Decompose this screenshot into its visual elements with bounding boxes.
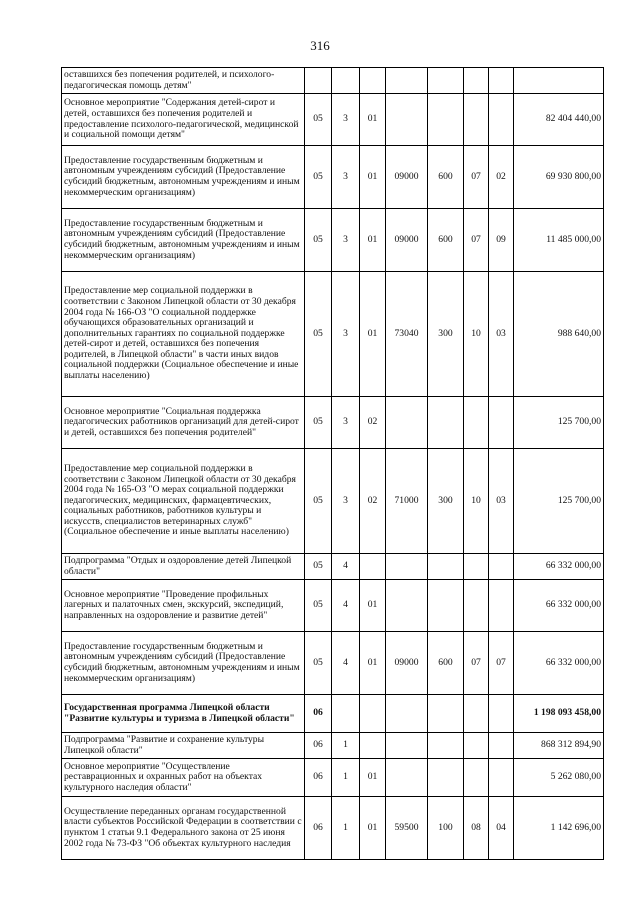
activity-code-cell: 01 — [360, 797, 386, 860]
row-name-cell: Предоставление государственным бюджетным и автономным учреждениям субсидий (Предоставление субсидий бюджетным, автономным учреждениям и иным некоммерческим организациям) — [62, 146, 305, 209]
budget-table — [61, 67, 604, 860]
table-row — [62, 797, 604, 860]
table-row — [62, 68, 604, 94]
amount-cell: 66 332 000,00 — [514, 554, 604, 580]
direction-code-cell: 59500 — [386, 797, 428, 860]
program-code-cell — [305, 68, 332, 94]
direction-code-cell — [386, 733, 428, 759]
section-cell — [464, 695, 489, 733]
program-code-cell: 06 — [305, 695, 332, 733]
activity-code-cell: 01 — [360, 580, 386, 632]
section-cell: 07 — [464, 632, 489, 695]
program-code-cell: 05 — [305, 449, 332, 554]
section-cell: 08 — [464, 797, 489, 860]
subprogram-code-cell: 3 — [332, 272, 360, 397]
activity-code-cell: 01 — [360, 94, 386, 146]
direction-code-cell — [386, 68, 428, 94]
subsection-cell: 02 — [489, 146, 514, 209]
amount-cell: 125 700,00 — [514, 449, 604, 554]
expense-type-cell — [428, 733, 464, 759]
row-name-cell: Предоставление мер социальной поддержки в соответствии с Законом Липецкой области от 30 декабря 2004 года № 166-ОЗ "О социальной поддержке обучающихся образовательных организаций и дополнительных гарантиях по социальной поддержке детей-сирот и детей, оставшихся без попечения родителей, в Липецкой области" в части иных видов социальной поддержки (Социальное обеспечение и иные выплаты населению) — [62, 272, 305, 397]
subprogram-code-cell: 3 — [332, 94, 360, 146]
activity-code-cell — [360, 695, 386, 733]
amount-cell: 69 930 800,00 — [514, 146, 604, 209]
direction-code-cell — [386, 695, 428, 733]
section-cell — [464, 397, 489, 449]
section-cell: 07 — [464, 146, 489, 209]
row-name-cell: оставшихся без попечения родителей, и психолого-педагогическая помощь детям" — [62, 68, 305, 94]
table-row — [62, 695, 604, 733]
section-cell — [464, 94, 489, 146]
activity-code-cell: 01 — [360, 272, 386, 397]
program-code-cell: 06 — [305, 733, 332, 759]
section-cell — [464, 554, 489, 580]
subprogram-code-cell: 3 — [332, 397, 360, 449]
row-name-cell: Подпрограмма "Развитие и сохранение культуры Липецкой области" — [62, 733, 305, 759]
program-code-cell: 05 — [305, 580, 332, 632]
program-code-cell: 05 — [305, 272, 332, 397]
subprogram-code-cell: 4 — [332, 580, 360, 632]
table-row — [62, 632, 604, 695]
amount-cell: 5 262 080,00 — [514, 759, 604, 797]
section-cell: 10 — [464, 449, 489, 554]
activity-code-cell — [360, 733, 386, 759]
budget-table-body — [62, 68, 604, 860]
program-code-cell: 06 — [305, 759, 332, 797]
row-name-cell: Предоставление мер социальной поддержки в соответствии с Законом Липецкой области от 30 декабря 2004 года № 165-ОЗ "О мерах социальной поддержки педагогических, медицинских, фармацевтических, социальных работников, работников культуры и искусств, специалистов ветеринарных служб" (Социальное обеспечение и иные выплаты населению) — [62, 449, 305, 554]
subsection-cell — [489, 94, 514, 146]
program-code-cell: 05 — [305, 397, 332, 449]
subsection-cell — [489, 68, 514, 94]
table-row — [62, 272, 604, 397]
subsection-cell: 07 — [489, 632, 514, 695]
expense-type-cell — [428, 397, 464, 449]
subsection-cell — [489, 554, 514, 580]
table-row — [62, 209, 604, 272]
activity-code-cell: 01 — [360, 759, 386, 797]
subprogram-code-cell: 1 — [332, 759, 360, 797]
program-code-cell: 05 — [305, 146, 332, 209]
program-code-cell: 05 — [305, 94, 332, 146]
expense-type-cell: 300 — [428, 272, 464, 397]
expense-type-cell: 600 — [428, 209, 464, 272]
row-name-cell: Основное мероприятие "Содержания детей-сирот и детей, оставшихся без попечения родителей и предоставление психолого-педагогической, медицинской и социальной помощи детям" — [62, 94, 305, 146]
amount-cell: 66 332 000,00 — [514, 580, 604, 632]
table-row — [62, 449, 604, 554]
subsection-cell: 09 — [489, 209, 514, 272]
expense-type-cell: 600 — [428, 632, 464, 695]
subsection-cell — [489, 695, 514, 733]
row-name-cell: Предоставление государственным бюджетным и автономным учреждениям субсидий (Предоставление субсидий бюджетным, автономным учреждениям и иным некоммерческим организациям) — [62, 209, 305, 272]
subprogram-code-cell: 3 — [332, 209, 360, 272]
expense-type-cell — [428, 554, 464, 580]
row-name-cell: Основное мероприятие "Социальная поддержка педагогических работников организаций для детей-сирот и детей, оставшихся без попечения родителей" — [62, 397, 305, 449]
table-row — [62, 759, 604, 797]
expense-type-cell — [428, 759, 464, 797]
expense-type-cell — [428, 94, 464, 146]
amount-cell: 66 332 000,00 — [514, 632, 604, 695]
direction-code-cell — [386, 397, 428, 449]
expense-type-cell — [428, 695, 464, 733]
subsection-cell: 04 — [489, 797, 514, 860]
table-row — [62, 580, 604, 632]
subsection-cell — [489, 759, 514, 797]
table-row — [62, 146, 604, 209]
subsection-cell — [489, 397, 514, 449]
amount-cell: 82 404 440,00 — [514, 94, 604, 146]
direction-code-cell — [386, 94, 428, 146]
subprogram-code-cell: 3 — [332, 449, 360, 554]
direction-code-cell: 09000 — [386, 209, 428, 272]
row-name-cell: Основное мероприятие "Осуществление реставрационных и охранных работ на объектах культурного наследия области" — [62, 759, 305, 797]
subsection-cell: 03 — [489, 449, 514, 554]
amount-cell: 868 312 894,90 — [514, 733, 604, 759]
subprogram-code-cell — [332, 695, 360, 733]
amount-cell — [514, 68, 604, 94]
row-name-cell: Подпрограмма "Отдых и оздоровление детей Липецкой области" — [62, 554, 305, 580]
section-cell — [464, 733, 489, 759]
subprogram-code-cell: 3 — [332, 146, 360, 209]
direction-code-cell: 73040 — [386, 272, 428, 397]
subprogram-code-cell: 1 — [332, 797, 360, 860]
direction-code-cell — [386, 554, 428, 580]
table-row — [62, 397, 604, 449]
activity-code-cell: 02 — [360, 449, 386, 554]
row-name-cell: Основное мероприятие "Проведение профильных лагерных и палаточных смен, экскурсий, экспедиций, направленных на оздоровление и развитие детей" — [62, 580, 305, 632]
expense-type-cell: 300 — [428, 449, 464, 554]
section-cell — [464, 580, 489, 632]
subprogram-code-cell: 4 — [332, 632, 360, 695]
subsection-cell: 03 — [489, 272, 514, 397]
row-name-cell: Государственная программа Липецкой области "Развитие культуры и туризма в Липецкой области" — [62, 695, 305, 733]
program-code-cell: 05 — [305, 554, 332, 580]
activity-code-cell: 01 — [360, 146, 386, 209]
direction-code-cell: 71000 — [386, 449, 428, 554]
table-row — [62, 94, 604, 146]
direction-code-cell: 09000 — [386, 146, 428, 209]
activity-code-cell: 01 — [360, 209, 386, 272]
page-number: 316 — [310, 38, 330, 53]
direction-code-cell: 09000 — [386, 632, 428, 695]
section-cell — [464, 68, 489, 94]
subprogram-code-cell: 4 — [332, 554, 360, 580]
expense-type-cell — [428, 68, 464, 94]
amount-cell: 1 198 093 458,00 — [514, 695, 604, 733]
direction-code-cell — [386, 759, 428, 797]
amount-cell: 11 485 000,00 — [514, 209, 604, 272]
program-code-cell: 05 — [305, 209, 332, 272]
row-name-cell: Осуществление переданных органам государственной власти субъектов Российской Федерации в соответствии с пунктом 1 статьи 9.1 Федерального закона от 25 июня 2002 года № 73-ФЗ "Об объектах культурного наследия — [62, 797, 305, 860]
amount-cell: 1 142 696,00 — [514, 797, 604, 860]
activity-code-cell: 01 — [360, 632, 386, 695]
amount-cell: 125 700,00 — [514, 397, 604, 449]
subsection-cell — [489, 733, 514, 759]
table-row — [62, 733, 604, 759]
program-code-cell: 05 — [305, 632, 332, 695]
row-name-cell: Предоставление государственным бюджетным и автономным учреждениям субсидий (Предоставление субсидий бюджетным, автономным учреждениям и иным некоммерческим организациям) — [62, 632, 305, 695]
section-cell: 07 — [464, 209, 489, 272]
activity-code-cell — [360, 554, 386, 580]
expense-type-cell: 600 — [428, 146, 464, 209]
activity-code-cell — [360, 68, 386, 94]
subsection-cell — [489, 580, 514, 632]
section-cell: 10 — [464, 272, 489, 397]
subprogram-code-cell: 1 — [332, 733, 360, 759]
program-code-cell: 06 — [305, 797, 332, 860]
table-row — [62, 554, 604, 580]
amount-cell: 988 640,00 — [514, 272, 604, 397]
expense-type-cell — [428, 580, 464, 632]
section-cell — [464, 759, 489, 797]
activity-code-cell: 02 — [360, 397, 386, 449]
subprogram-code-cell — [332, 68, 360, 94]
expense-type-cell: 100 — [428, 797, 464, 860]
direction-code-cell — [386, 580, 428, 632]
